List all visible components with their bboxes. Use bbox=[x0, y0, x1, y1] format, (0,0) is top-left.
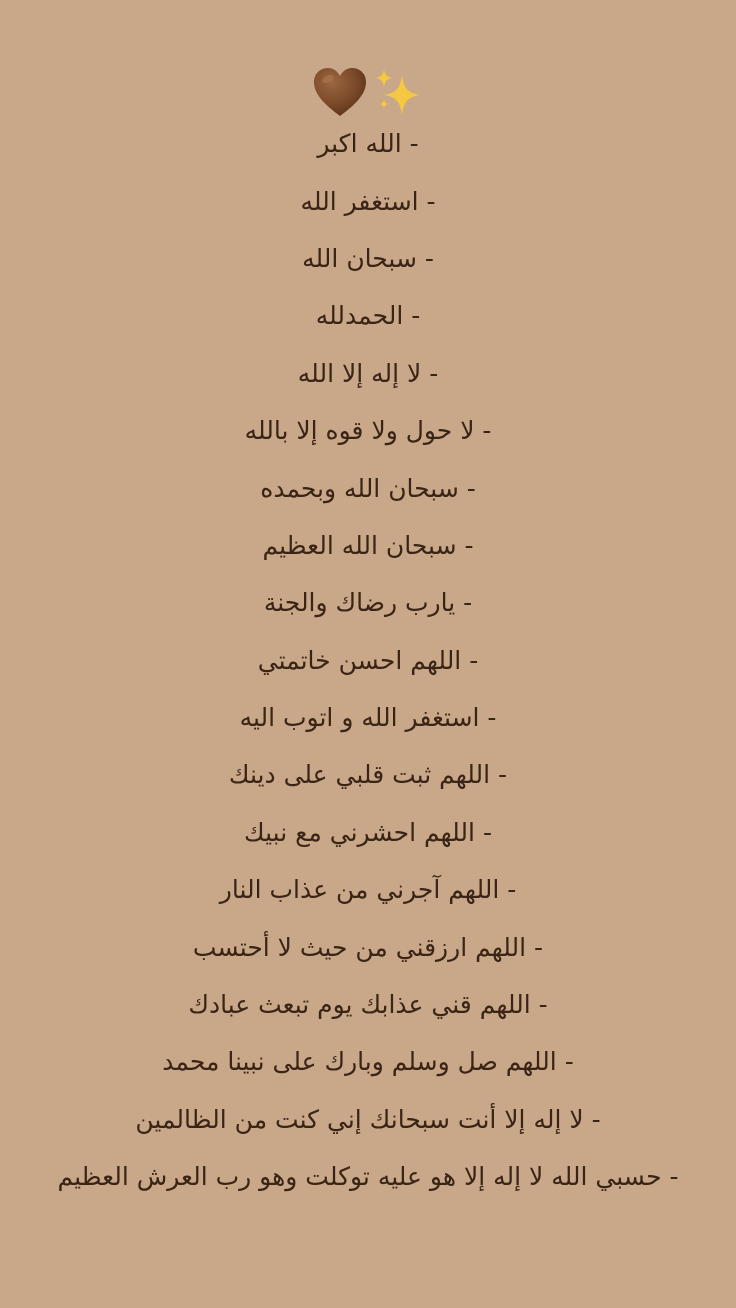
dhikr-item: - لا إله إلا أنت سبحانك إني كنت من الظالمين bbox=[135, 1104, 601, 1134]
dhikr-item: - اللهم احسن خاتمتي bbox=[257, 645, 479, 675]
dhikr-item: - يارب رضاك والجنة bbox=[263, 588, 473, 618]
dhikr-item: - اللهم آجرني من عذاب النار bbox=[219, 875, 517, 905]
dhikr-item: - الله اكبر bbox=[317, 129, 419, 159]
dhikr-item: - الحمدلله bbox=[315, 301, 421, 331]
dhikr-item: - سبحان الله وبحمده bbox=[260, 473, 476, 503]
dhikr-item: - اللهم احشرني مع نبيك bbox=[244, 817, 492, 847]
dhikr-item: - اللهم قني عذابك يوم تبعث عبادك bbox=[188, 990, 548, 1020]
dhikr-item: - اللهم صل وسلم وبارك على نبينا محمد bbox=[162, 1047, 574, 1077]
dhikr-list bbox=[0, 115, 736, 1205]
dhikr-item: - اللهم ثبت قلبي على دينك bbox=[228, 760, 508, 790]
dhikr-item: - لا حول ولا قوه إلا بالله bbox=[244, 416, 492, 446]
dhikr-item: - استغفر الله bbox=[300, 186, 436, 216]
dhikr-item: - سبحان الله العظيم bbox=[262, 530, 474, 560]
sparkles-icon bbox=[374, 67, 424, 117]
header-emoji bbox=[0, 62, 736, 122]
brown-heart-icon bbox=[312, 66, 368, 118]
dhikr-item: - سبحان الله bbox=[302, 243, 434, 273]
dhikr-item: - لا إله إلا الله bbox=[297, 358, 439, 388]
dhikr-item: - حسبي الله لا إله إلا هو عليه توكلت وهو رب العرش العظيم bbox=[57, 1162, 679, 1192]
dhikr-item: - اللهم ارزقني من حيث لا أحتسب bbox=[192, 932, 544, 962]
dhikr-item: - استغفر الله و اتوب اليه bbox=[239, 703, 497, 733]
